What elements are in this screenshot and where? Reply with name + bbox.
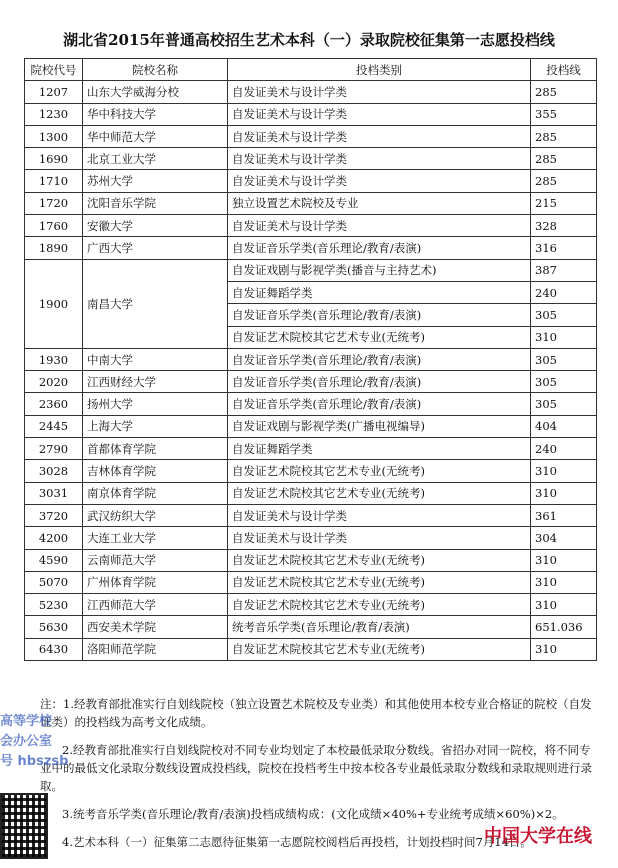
cell-score: 328 [531, 215, 597, 237]
cell-score: 404 [531, 415, 597, 437]
cell-score: 310 [531, 460, 597, 482]
table-row [25, 148, 597, 170]
cell-name: 大连工业大学 [83, 527, 228, 549]
cell-category: 独立设置艺术院校及专业 [228, 192, 531, 214]
cell-code: 3720 [25, 504, 83, 526]
cell-name: 华中师范大学 [83, 125, 228, 147]
table-row [25, 504, 597, 526]
cell-category: 自发证艺术院校其它艺术专业(无统考) [228, 549, 531, 571]
cell-code: 5230 [25, 594, 83, 616]
cell-name: 武汉纺织大学 [83, 504, 228, 526]
cell-code: 1760 [25, 215, 83, 237]
cell-code: 4200 [25, 527, 83, 549]
cell-score: 310 [531, 571, 597, 593]
cell-score: 305 [531, 348, 597, 370]
admission-table [24, 58, 597, 661]
cell-name: 中南大学 [83, 348, 228, 370]
table-row [25, 571, 597, 593]
watermark-left-line-3: 号 hbszsb [0, 754, 69, 769]
cell-name: 广州体育学院 [83, 571, 228, 593]
cell-category: 自发证美术与设计学类 [228, 170, 531, 192]
table-row [25, 594, 597, 616]
cell-name: 上海大学 [83, 415, 228, 437]
cell-category: 自发证美术与设计学类 [228, 81, 531, 103]
table-row [25, 482, 597, 504]
table-row [25, 638, 597, 660]
watermark-right: 中国大学在线 [484, 826, 592, 847]
cell-name: 北京工业大学 [83, 148, 228, 170]
table-row [25, 460, 597, 482]
cell-score: 240 [531, 281, 597, 303]
cell-code: 6430 [25, 638, 83, 660]
cell-code: 2445 [25, 415, 83, 437]
cell-category: 统考音乐学类(音乐理论/教育/表演) [228, 616, 531, 638]
table-row [25, 237, 597, 259]
cell-score: 285 [531, 170, 597, 192]
cell-name: 扬州大学 [83, 393, 228, 415]
header-code: 院校代号 [25, 59, 83, 81]
watermark-left-line-2: 会办公室 [0, 734, 53, 749]
cell-score: 310 [531, 482, 597, 504]
cell-score: 285 [531, 81, 597, 103]
table-row [25, 259, 597, 281]
cell-score: 310 [531, 326, 597, 348]
table-row [25, 616, 597, 638]
cell-category: 自发证音乐学类(音乐理论/教育/表演) [228, 393, 531, 415]
cell-score: 304 [531, 527, 597, 549]
cell-score: 310 [531, 549, 597, 571]
cell-name: 吉林体育学院 [83, 460, 228, 482]
cell-category: 自发证戏剧与影视学类(播音与主持艺术) [228, 259, 531, 281]
cell-code: 4590 [25, 549, 83, 571]
cell-name: 江西师范大学 [83, 594, 228, 616]
cell-code: 3031 [25, 482, 83, 504]
cell-code: 2360 [25, 393, 83, 415]
qr-code-icon [0, 793, 48, 859]
table-row [25, 371, 597, 393]
cell-name: 江西财经大学 [83, 371, 228, 393]
cell-category: 自发证舞蹈学类 [228, 281, 531, 303]
cell-category: 自发证美术与设计学类 [228, 215, 531, 237]
header-score: 投档线 [531, 59, 597, 81]
cell-category: 自发证舞蹈学类 [228, 438, 531, 460]
cell-category: 自发证美术与设计学类 [228, 125, 531, 147]
cell-category: 自发证美术与设计学类 [228, 103, 531, 125]
table-row [25, 170, 597, 192]
cell-score: 651.036 [531, 616, 597, 638]
table-row [25, 415, 597, 437]
table-row [25, 192, 597, 214]
cell-name: 云南师范大学 [83, 549, 228, 571]
cell-code: 1710 [25, 170, 83, 192]
table-row [25, 438, 597, 460]
cell-code: 3028 [25, 460, 83, 482]
note-3: 3.统考音乐学类(音乐理论/教育/表演)投档成绩构成：(文化成绩×40%+专业统考成绩×60%)×2。 [62, 807, 564, 821]
cell-category: 自发证音乐学类(音乐理论/教育/表演) [228, 304, 531, 326]
cell-category: 自发证艺术院校其它艺术专业(无统考) [228, 482, 531, 504]
cell-code: 1720 [25, 192, 83, 214]
cell-category: 自发证艺术院校其它艺术专业(无统考) [228, 460, 531, 482]
note-2: 2.经教育部批准实行自划线院校对不同专业均划定了本校最低录取分数线。省招办对同一院校，将不同专业中的最低文化录取分数线设置成投档线，院校在投档考生中按本校各专业最低录取分数线和录取规则进行录取。 [40, 743, 592, 793]
cell-category: 自发证美术与设计学类 [228, 504, 531, 526]
cell-score: 305 [531, 393, 597, 415]
note-4: 4.艺术本科（一）征集第二志愿待征集第一志愿院校阅档后再投档，计划投档时间7月14日。 [62, 835, 532, 849]
cell-code: 1207 [25, 81, 83, 103]
cell-score: 285 [531, 125, 597, 147]
table-row [25, 81, 597, 103]
cell-name: 南昌大学 [83, 259, 228, 348]
header-name: 院校名称 [83, 59, 228, 81]
cell-category: 自发证艺术院校其它艺术专业(无统考) [228, 638, 531, 660]
cell-name: 沈阳音乐学院 [83, 192, 228, 214]
cell-code: 2790 [25, 438, 83, 460]
cell-category: 自发证音乐学类(音乐理论/教育/表演) [228, 371, 531, 393]
page-title: 湖北省2015年普通高校招生艺术本科（一）录取院校征集第一志愿投档线 [63, 31, 555, 49]
watermark-left-line-1: 高等学校 [0, 714, 53, 729]
watermark-left [0, 712, 70, 772]
cell-score: 387 [531, 259, 597, 281]
cell-name: 山东大学威海分校 [83, 81, 228, 103]
cell-code: 1690 [25, 148, 83, 170]
cell-category: 自发证美术与设计学类 [228, 148, 531, 170]
cell-code: 1230 [25, 103, 83, 125]
cell-category: 自发证艺术院校其它艺术专业(无统考) [228, 594, 531, 616]
cell-name: 南京体育学院 [83, 482, 228, 504]
table-row [25, 125, 597, 147]
header-category: 投档类别 [228, 59, 531, 81]
cell-category: 自发证艺术院校其它艺术专业(无统考) [228, 571, 531, 593]
cell-code: 5070 [25, 571, 83, 593]
cell-score: 240 [531, 438, 597, 460]
cell-code: 5630 [25, 616, 83, 638]
table-row [25, 103, 597, 125]
cell-score: 305 [531, 304, 597, 326]
cell-category: 自发证戏剧与影视学类(广播电视编导) [228, 415, 531, 437]
note-1: 注：1.经教育部批准实行自划线院校（独立设置艺术院校及专业类）和其他使用本校专业合格证的院校（自发证类）的投档线为高考文化成绩。 [40, 697, 592, 729]
cell-category: 自发证音乐学类(音乐理论/教育/表演) [228, 237, 531, 259]
cell-name: 苏州大学 [83, 170, 228, 192]
cell-category: 自发证艺术院校其它艺术专业(无统考) [228, 326, 531, 348]
cell-code: 1930 [25, 348, 83, 370]
cell-category: 自发证音乐学类(音乐理论/教育/表演) [228, 348, 531, 370]
cell-name: 西安美术学院 [83, 616, 228, 638]
cell-score: 310 [531, 638, 597, 660]
table-row [25, 549, 597, 571]
table-row [25, 215, 597, 237]
cell-score: 215 [531, 192, 597, 214]
cell-score: 355 [531, 103, 597, 125]
cell-name: 安徽大学 [83, 215, 228, 237]
cell-name: 首都体育学院 [83, 438, 228, 460]
cell-score: 310 [531, 594, 597, 616]
cell-score: 361 [531, 504, 597, 526]
cell-name: 广西大学 [83, 237, 228, 259]
table-header-row [25, 59, 597, 81]
cell-code: 1890 [25, 237, 83, 259]
cell-score: 285 [531, 148, 597, 170]
cell-score: 316 [531, 237, 597, 259]
table-row [25, 527, 597, 549]
cell-code: 1900 [25, 259, 83, 348]
table-row [25, 393, 597, 415]
cell-code: 2020 [25, 371, 83, 393]
table-row [25, 348, 597, 370]
cell-name: 华中科技大学 [83, 103, 228, 125]
cell-code: 1300 [25, 125, 83, 147]
cell-category: 自发证美术与设计学类 [228, 527, 531, 549]
cell-name: 洛阳师范学院 [83, 638, 228, 660]
cell-score: 305 [531, 371, 597, 393]
